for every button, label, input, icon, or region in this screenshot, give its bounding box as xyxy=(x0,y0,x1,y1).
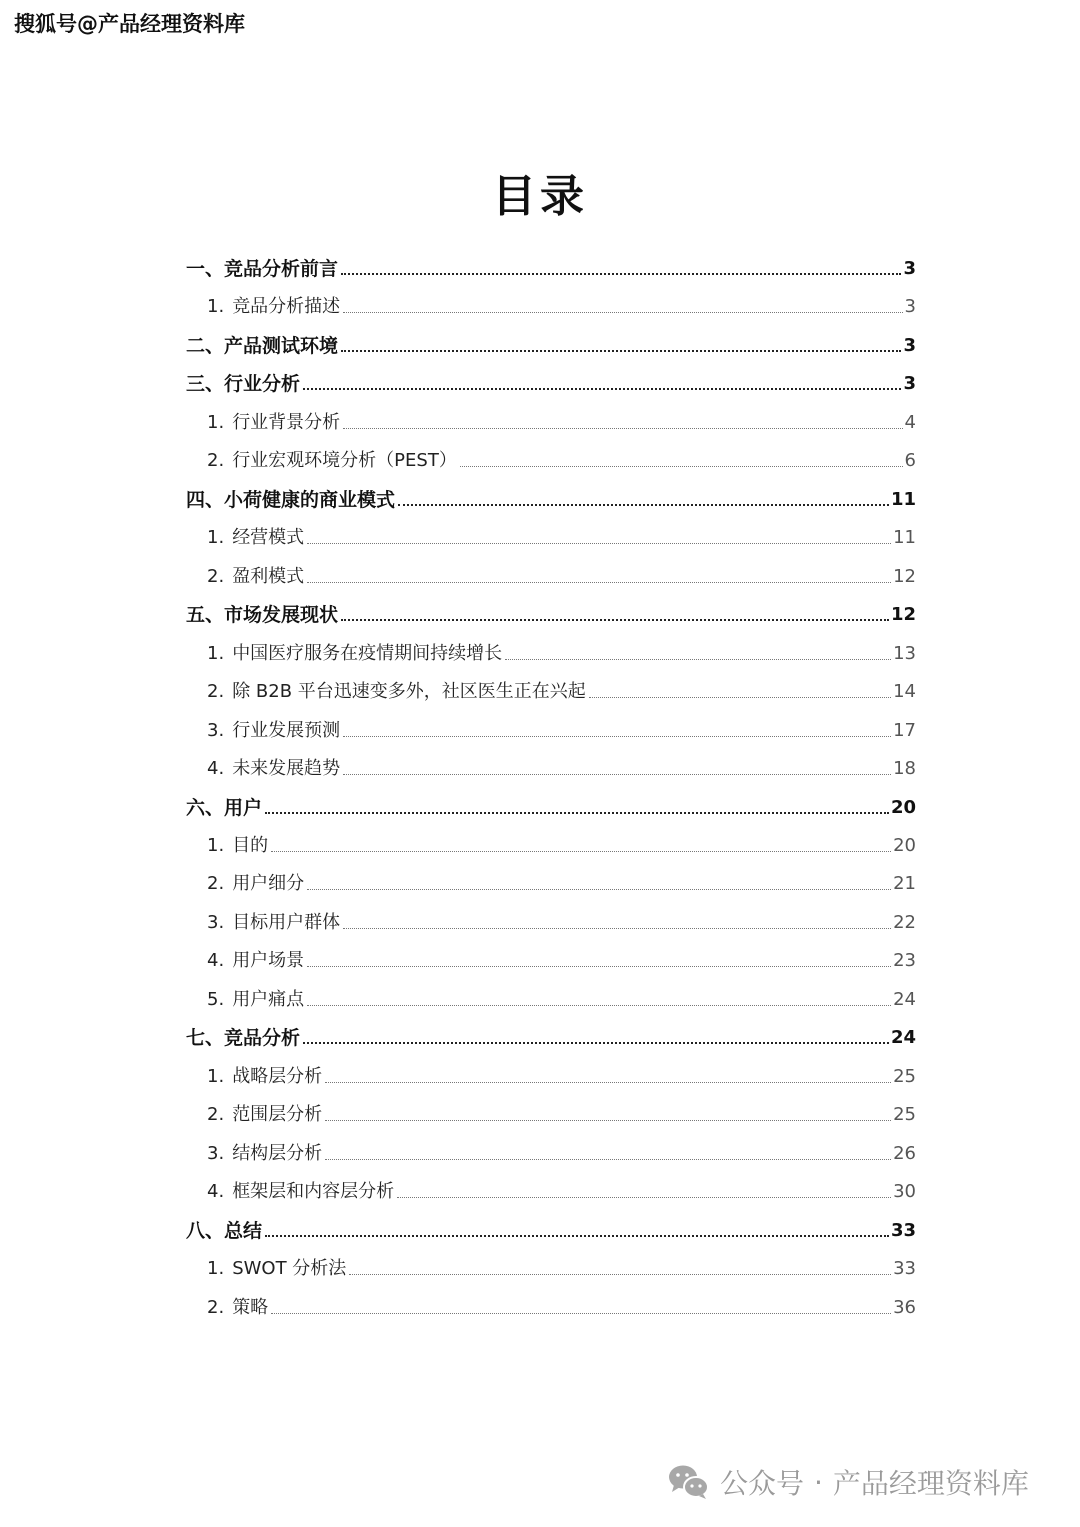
toc-subsection[interactable] xyxy=(186,1250,916,1282)
toc-label xyxy=(186,525,304,551)
toc-number: 2. xyxy=(207,873,225,894)
toc-title: 用户痛点 xyxy=(232,989,305,1010)
toc-page-number: 22 xyxy=(893,912,916,933)
dot-leader xyxy=(398,504,889,506)
toc-page-number: 23 xyxy=(893,950,916,971)
toc-page-number: 11 xyxy=(893,527,916,548)
toc-subsection[interactable] xyxy=(186,558,916,590)
toc-page-number: 25 xyxy=(893,1104,916,1125)
toc-title: 四、小荷健康的商业模式 xyxy=(186,489,396,511)
toc-subsection[interactable] xyxy=(186,404,916,436)
dot-leader xyxy=(303,388,901,390)
toc-subsection[interactable] xyxy=(186,1173,916,1205)
dot-leader xyxy=(343,774,891,775)
toc-page-number: 33 xyxy=(893,1258,916,1279)
toc-page-number: 12 xyxy=(890,604,916,625)
dot-leader xyxy=(325,1159,891,1160)
toc-label xyxy=(186,1179,394,1205)
dot-leader xyxy=(307,543,891,544)
toc-subsection[interactable] xyxy=(186,1058,916,1090)
toc-label xyxy=(186,487,395,513)
toc-page-number: 12 xyxy=(893,566,916,587)
toc-title: 战略层分析 xyxy=(232,1066,323,1087)
dot-leader xyxy=(460,466,903,467)
toc-subsection[interactable] xyxy=(186,904,916,936)
toc-section[interactable] xyxy=(186,1019,916,1051)
toc-subsection[interactable] xyxy=(186,981,916,1013)
dot-leader xyxy=(349,1274,891,1275)
toc-page-number: 20 xyxy=(893,835,916,856)
toc-section[interactable] xyxy=(186,789,916,821)
toc-label xyxy=(186,756,340,782)
toc-number: 2. xyxy=(207,1297,225,1318)
toc-subsection[interactable] xyxy=(186,673,916,705)
toc-subsection[interactable] xyxy=(186,712,916,744)
toc-page-number: 13 xyxy=(893,643,916,664)
toc-label xyxy=(186,602,338,628)
dot-leader xyxy=(397,1197,891,1198)
watermark-prefix: 公众号 xyxy=(720,1467,805,1500)
toc-section[interactable] xyxy=(186,481,916,513)
dot-leader xyxy=(341,619,889,621)
toc-subsection[interactable] xyxy=(186,519,916,551)
toc-title: 中国医疗服务在疫情期间持续增长 xyxy=(232,643,503,664)
toc-page-number: 3 xyxy=(903,335,916,356)
toc-number: 4. xyxy=(207,1181,225,1202)
toc-title: 五、市场发展现状 xyxy=(186,604,339,626)
toc-page-number: 26 xyxy=(893,1143,916,1164)
toc-number: 5. xyxy=(207,989,225,1010)
toc-title: 未来发展趋势 xyxy=(232,758,341,779)
dot-leader xyxy=(303,1042,889,1044)
toc-label xyxy=(186,333,338,359)
toc-page-number: 24 xyxy=(890,1027,916,1048)
toc-number: 1. xyxy=(207,643,225,664)
toc-page-number: 17 xyxy=(893,720,916,741)
toc-title: 六、用户 xyxy=(186,797,263,819)
dot-leader xyxy=(341,273,901,275)
toc-page-number: 24 xyxy=(893,989,916,1010)
toc-title: 经营模式 xyxy=(232,527,305,548)
toc-subsection[interactable] xyxy=(186,1135,916,1167)
dot-leader xyxy=(307,1005,891,1006)
toc-page-number: 25 xyxy=(893,1066,916,1087)
toc-title: 结构层分析 xyxy=(232,1143,323,1164)
toc-label xyxy=(186,987,304,1013)
toc-title: 框架层和内容层分析 xyxy=(232,1181,395,1202)
toc-label xyxy=(186,371,300,397)
toc-title: 行业背景分析 xyxy=(232,412,341,433)
toc-title: 七、竞品分析 xyxy=(186,1027,301,1049)
dot-leader xyxy=(265,812,889,814)
toc-section[interactable] xyxy=(186,1212,916,1244)
toc-number: 4. xyxy=(207,758,225,779)
toc-subsection[interactable] xyxy=(186,1096,916,1128)
toc-title: 目的 xyxy=(232,835,269,856)
toc-subsection[interactable] xyxy=(186,288,916,320)
toc-page-number: 21 xyxy=(893,873,916,894)
toc-label xyxy=(186,1256,346,1282)
toc-title: 除 B2B 平台迅速变多外，社区医生正在兴起 xyxy=(232,681,586,702)
toc-label xyxy=(186,1025,300,1051)
toc-section[interactable] xyxy=(186,365,916,397)
toc-section[interactable] xyxy=(186,596,916,628)
toc-label xyxy=(186,718,340,744)
dot-leader xyxy=(265,1235,889,1237)
toc-title: 三、行业分析 xyxy=(186,373,301,395)
watermark-name: 产品经理资料库 xyxy=(832,1467,1029,1500)
toc-label xyxy=(186,1064,322,1090)
toc-page-number: 6 xyxy=(904,450,916,471)
toc-subsection[interactable] xyxy=(186,635,916,667)
toc-page-number: 11 xyxy=(890,489,916,510)
toc-number: 1. xyxy=(207,835,225,856)
toc-page-number: 30 xyxy=(893,1181,916,1202)
toc-label xyxy=(186,1218,262,1244)
toc-number: 4. xyxy=(207,950,225,971)
toc-label xyxy=(186,833,268,859)
toc-title: 一、竞品分析前言 xyxy=(186,258,339,280)
toc-label xyxy=(186,256,338,282)
toc-title: SWOT 分析法 xyxy=(232,1258,347,1279)
dot-leader xyxy=(307,966,891,967)
toc-label xyxy=(186,294,340,320)
toc-number: 1. xyxy=(207,1258,225,1279)
toc-title: 用户场景 xyxy=(232,950,305,971)
dot-leader xyxy=(341,350,901,352)
dot-leader xyxy=(325,1082,891,1083)
toc-title: 范围层分析 xyxy=(232,1104,323,1125)
toc-title: 八、总结 xyxy=(186,1220,263,1242)
page-title: 目录 xyxy=(492,171,588,222)
dot-leader xyxy=(271,851,891,852)
toc-number: 1. xyxy=(207,296,225,317)
toc-number: 2. xyxy=(207,1104,225,1125)
toc-page-number: 18 xyxy=(893,758,916,779)
toc-title: 竞品分析描述 xyxy=(232,296,341,317)
dot-leader xyxy=(589,697,891,698)
toc-section[interactable] xyxy=(186,250,916,282)
dot-leader xyxy=(505,659,891,660)
toc-title: 策略 xyxy=(232,1297,269,1318)
toc-label xyxy=(186,948,304,974)
toc-subsection[interactable] xyxy=(186,942,916,974)
toc-number: 2. xyxy=(207,681,225,702)
toc-label xyxy=(186,1102,322,1128)
toc-page-number: 3 xyxy=(904,296,916,317)
toc-subsection[interactable] xyxy=(186,442,916,474)
toc-number: 2. xyxy=(207,566,225,587)
dot-leader xyxy=(307,889,891,890)
toc-page-number: 20 xyxy=(890,797,916,818)
toc-number: 3. xyxy=(207,1143,225,1164)
toc-subsection[interactable] xyxy=(186,865,916,897)
toc-label xyxy=(186,871,304,897)
toc-label xyxy=(186,641,502,667)
dot-leader xyxy=(343,736,891,737)
wechat-icon xyxy=(668,1464,710,1500)
toc-title: 行业发展预测 xyxy=(232,720,341,741)
toc-number: 3. xyxy=(207,720,225,741)
toc-title: 用户细分 xyxy=(232,873,305,894)
toc-number: 1. xyxy=(207,527,225,548)
dot-leader xyxy=(307,582,891,583)
toc-page-number: 14 xyxy=(893,681,916,702)
toc-number: 2. xyxy=(207,450,225,471)
dot-leader xyxy=(343,312,902,313)
dot-leader xyxy=(325,1120,891,1121)
toc-page-number: 3 xyxy=(903,258,916,279)
toc-subsection[interactable] xyxy=(186,827,916,859)
toc-label xyxy=(186,910,340,936)
watermark-bottom xyxy=(668,1462,1029,1502)
toc-label xyxy=(186,1141,322,1167)
toc-number: 1. xyxy=(207,1066,225,1087)
watermark-separator: · xyxy=(814,1465,823,1499)
toc-subsection[interactable] xyxy=(186,750,916,782)
dot-leader xyxy=(271,1313,891,1314)
toc-page-number: 3 xyxy=(903,373,916,394)
toc-title: 目标用户群体 xyxy=(232,912,341,933)
toc-page-number: 36 xyxy=(893,1297,916,1318)
toc-label xyxy=(186,410,340,436)
toc-label xyxy=(186,564,304,590)
toc-number: 3. xyxy=(207,912,225,933)
toc-title: 行业宏观环境分析（PEST） xyxy=(232,450,457,471)
toc-title: 二、产品测试环境 xyxy=(186,335,339,357)
toc-label xyxy=(186,448,457,474)
dot-leader xyxy=(343,928,891,929)
toc-page-number: 33 xyxy=(890,1220,916,1241)
toc-number: 1. xyxy=(207,412,225,433)
toc-label xyxy=(186,795,262,821)
toc-label xyxy=(186,679,586,705)
watermark-top: 搜狐号@产品经理资料库 xyxy=(14,12,245,36)
toc-subsection[interactable] xyxy=(186,1289,916,1321)
toc-label xyxy=(186,1295,268,1321)
toc-section[interactable] xyxy=(186,327,916,359)
toc-title: 盈利模式 xyxy=(232,566,305,587)
toc-page-number: 4 xyxy=(904,412,916,433)
dot-leader xyxy=(343,428,902,429)
